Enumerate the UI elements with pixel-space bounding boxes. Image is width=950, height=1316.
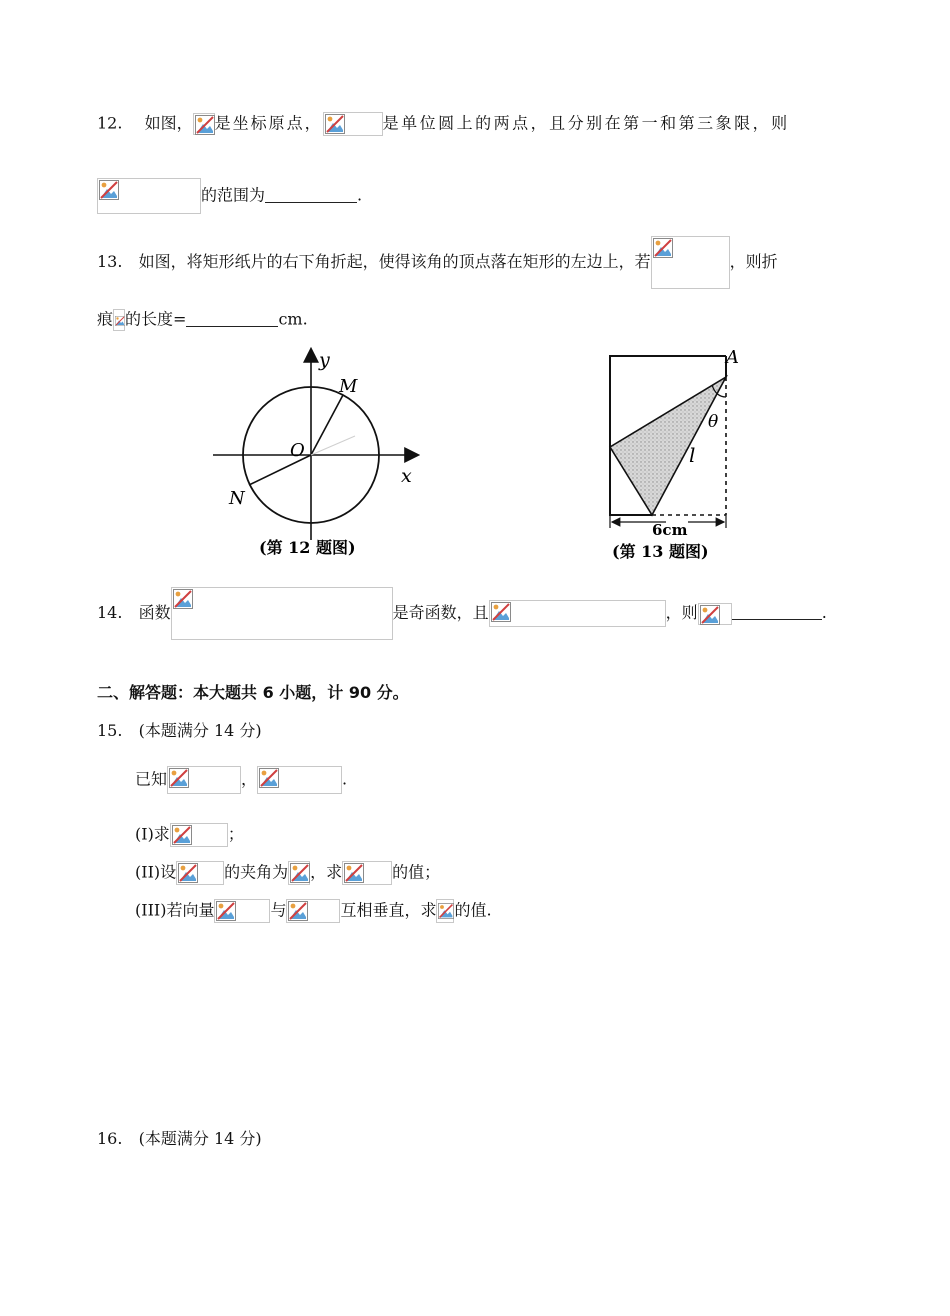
broken-image-icon — [288, 861, 310, 885]
q15-given-prefix: 已知 — [135, 769, 168, 789]
q15-p2-prefix: (II)设 — [135, 862, 177, 882]
q15-score: (本题满分 14 分) — [138, 721, 262, 740]
broken-image-icon — [489, 600, 666, 627]
section-heading: 二、解答题：本大题共 6 小题，计 90 分。 — [97, 683, 409, 702]
broken-image-icon — [323, 112, 383, 136]
q15-part2 — [135, 861, 440, 885]
q14-text-4: . — [821, 603, 827, 622]
broken-image-icon — [97, 178, 201, 214]
q15-p1-end: ； — [227, 824, 244, 844]
q12-text-3: 是单位圆上的两点，且分别在第一和第三象限，则 — [382, 113, 790, 133]
broken-image-icon — [286, 899, 340, 923]
q15-p3-mid2: 互相垂直，求 — [340, 900, 437, 920]
figure-caption: (第 12 题图) — [259, 538, 356, 557]
label-width: 6cm — [652, 521, 688, 539]
answer-blank[interactable] — [265, 201, 357, 203]
q16-score: (本题满分 14 分) — [138, 1129, 262, 1148]
q12-text-5: . — [357, 185, 363, 205]
broken-image-icon — [176, 861, 224, 885]
broken-image-icon — [214, 899, 270, 923]
q15-part1 — [135, 823, 244, 847]
q13-line2 — [97, 309, 308, 331]
q14-text-2: 是奇函数，且 — [392, 603, 489, 622]
q12-text-2: 是坐标原点， — [214, 113, 323, 133]
broken-image-icon — [170, 823, 228, 847]
q13-text-2: ，则折 — [729, 252, 778, 271]
broken-image-icon — [167, 766, 241, 794]
figure-12-unit-circle — [205, 340, 435, 565]
label-theta: θ — [708, 412, 719, 432]
q15-number: 15. — [97, 721, 123, 740]
label-o: O — [290, 440, 305, 461]
q13-text-5: cm. — [278, 309, 308, 329]
q16-number: 16. — [97, 1129, 123, 1148]
answer-blank[interactable] — [732, 618, 822, 620]
label-y: y — [319, 349, 330, 371]
q13-line1 — [97, 236, 778, 289]
q15-header — [97, 723, 262, 739]
q15-given-end: . — [342, 769, 348, 789]
q15-p2-mid2: ，求 — [310, 862, 343, 882]
q15-p1-prefix: (I)求 — [135, 824, 170, 844]
label-a: A — [726, 347, 739, 368]
q15-p3-prefix: (III)若向量 — [135, 900, 215, 920]
label-m: M — [339, 376, 358, 397]
q15-given-sep: ， — [241, 769, 258, 789]
faint-line — [311, 436, 355, 455]
folded-flap — [610, 377, 726, 515]
q13-text-4: 的长度= — [125, 309, 187, 329]
broken-image-icon — [171, 587, 393, 640]
label-l: l — [689, 443, 696, 467]
broken-image-icon — [193, 113, 215, 135]
q15-p2-mid1: 的夹角为 — [224, 862, 289, 882]
q14-number: 14. — [97, 603, 123, 622]
q15-p3-mid1: 与 — [270, 900, 287, 920]
answer-blank[interactable] — [186, 325, 278, 327]
q15-p3-end: 的值. — [454, 900, 492, 920]
q15-given — [135, 766, 347, 794]
q12-line2 — [97, 178, 362, 214]
q12-line1 — [97, 112, 790, 136]
broken-image-icon — [651, 236, 730, 289]
radius-om — [311, 395, 343, 455]
broken-image-icon — [342, 861, 392, 885]
q14-line — [97, 587, 827, 640]
broken-image-icon — [698, 603, 732, 625]
broken-image-icon — [113, 309, 125, 331]
broken-image-icon — [436, 899, 454, 923]
label-n: N — [229, 488, 245, 509]
figure-13-folded-rectangle — [600, 345, 760, 565]
broken-image-icon — [257, 766, 342, 794]
q15-p2-end: 的值； — [392, 862, 441, 882]
q15-part3 — [135, 899, 492, 923]
q14-text-3: ，则 — [665, 603, 698, 622]
label-x: x — [401, 465, 412, 487]
q16-header — [97, 1131, 262, 1147]
q13-text-1: 如图，将矩形纸片的右下角折起，使得该角的顶点落在矩形的左边上，若 — [138, 252, 651, 271]
q13-number: 13. — [97, 252, 123, 271]
figure-caption: (第 13 题图) — [612, 542, 709, 561]
q14-text-1: 函数 — [138, 603, 171, 622]
q12-number: 12. — [97, 113, 123, 133]
q12-text-1: 如图， — [144, 113, 193, 133]
q13-text-3: 痕 — [97, 309, 114, 329]
q12-text-4: 的范围为 — [201, 185, 266, 205]
